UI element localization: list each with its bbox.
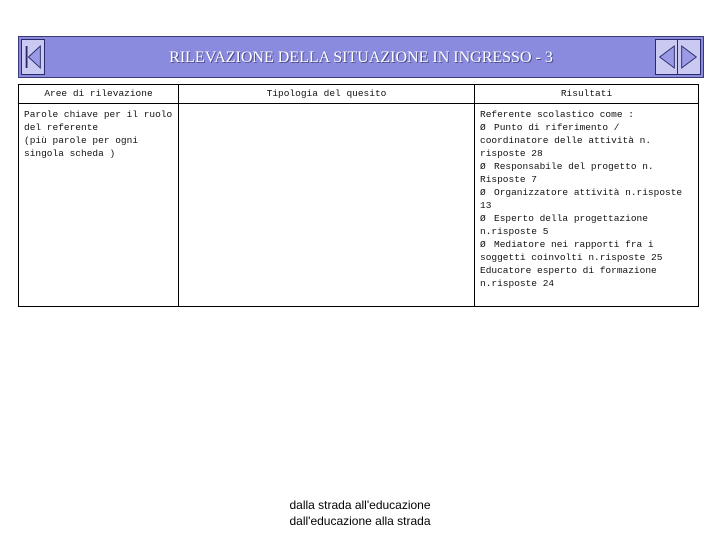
next-slide-button[interactable] (677, 39, 701, 75)
risultati-tail: Educatore esperto di formazione n.risposte 24 (480, 265, 657, 289)
area-line: (più parole per ogni singola scheda ) (24, 135, 139, 159)
header-aree: Aree di rilevazione (19, 85, 179, 104)
list-item: Ø Esperto della progettazione n.risposte 5 (480, 213, 648, 237)
cell-tipologia (179, 104, 475, 307)
next-slide-icon (678, 40, 700, 74)
area-line: Parole chiave per il ruolo del referente (24, 109, 173, 133)
arrow-bullet-icon: Ø (480, 213, 486, 224)
arrow-bullet-icon: Ø (480, 122, 486, 133)
title-bar (18, 36, 704, 78)
page-title: RILEVAZIONE DELLA SITUAZIONE IN INGRESSO - 3 (169, 49, 553, 66)
table-row (19, 104, 699, 307)
arrow-bullet-icon: Ø (480, 239, 486, 250)
cell-aree (19, 104, 179, 307)
risultati-intro: Referente scolastico come : (480, 109, 634, 120)
list-item: Ø Responsabile del progetto n. Risposte 7 (480, 161, 654, 185)
header-risultati: Risultati (475, 85, 699, 104)
footer-line: dall'educazione alla strada (289, 514, 431, 528)
list-item: Ø Organizzatore attività n.risposte 13 (480, 187, 683, 211)
list-item: Ø Mediatore nei rapporti fra i soggetti coinvolti n.risposte 25 (480, 239, 663, 263)
arrow-bullet-icon: Ø (480, 187, 486, 198)
arrow-bullet-icon: Ø (480, 161, 486, 172)
list-item: Ø Punto di riferimento / coordinatore delle attività n. risposte 28 (480, 122, 652, 159)
header-tipologia: Tipologia del quesito (179, 85, 475, 104)
footer-line: dalla strada all'educazione (289, 498, 431, 512)
survey-table (18, 84, 699, 307)
previous-slide-icon (656, 40, 678, 74)
first-slide-icon (22, 40, 44, 74)
cell-risultati (475, 104, 699, 307)
footer-motto (210, 497, 510, 529)
previous-slide-button[interactable] (655, 39, 679, 75)
table-header-row (19, 85, 699, 104)
first-slide-button[interactable] (21, 39, 45, 75)
